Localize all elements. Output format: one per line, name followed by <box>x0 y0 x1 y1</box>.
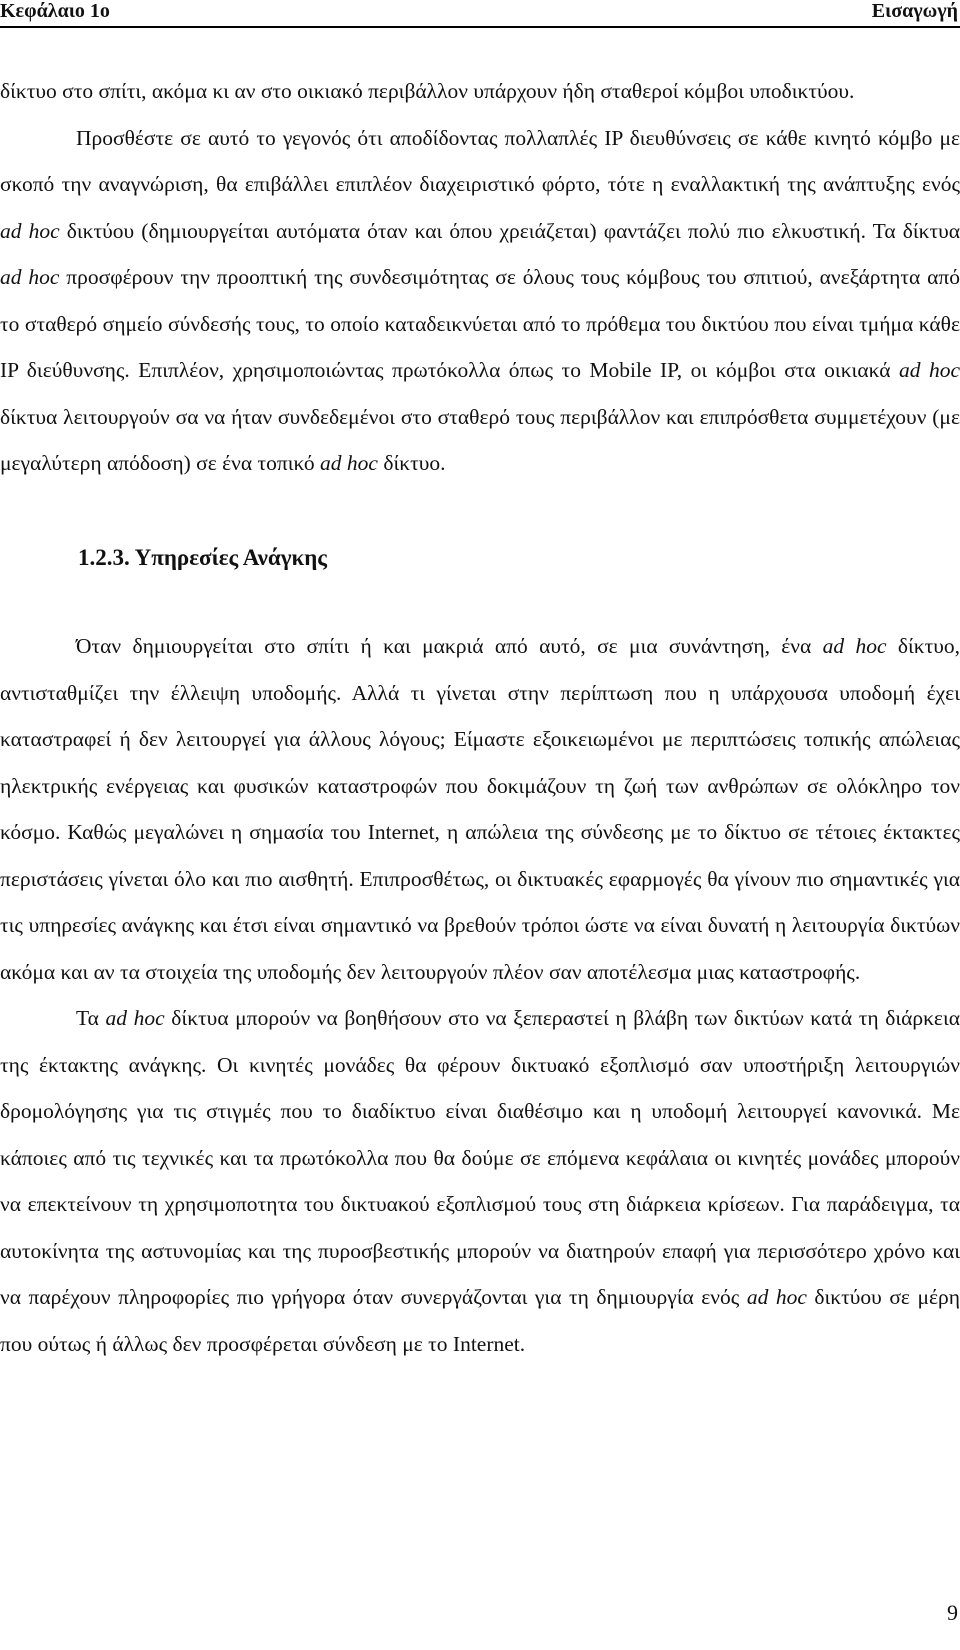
text-run: δίκτυο. <box>377 451 446 475</box>
italic-term: ad hoc <box>898 358 960 382</box>
text-run: δίκτυο, αντισταθμίζει την έλλειψη υποδομής. Αλλά τι γίνεται στην περίπτωση που η υπάρχουσα υποδομή έχει καταστραφεί ή δεν λειτουργεί για άλλους λόγους; Είμαστε εξοικειωμένοι με περιπτώσεις τοπικής απώλειας ηλεκτρικής ενέργειας και φυσικών καταστροφών που δοκιμάζουν τη ζωή των ανθρώπων σε ολόκληρο τον κόσμο. Καθώς μεγαλώνει η σημασία του Internet, η απώλεια της σύνδεσης με το δίκτυο σε τέτοιες έκτακτες περιστάσεις γίνεται όλο και πιο αισθητή. Επιπροσθέτως, οι δικτυακές εφαρμογές θα γίνουν πιο σημαντικές για τις υπηρεσίες ανάγκης και έτσι είναι σημαντικό να βρεθούν τρόποι ώστε να είναι δυνατή η λειτουργία δικτύων ακόμα και αν τα στοιχεία της υποδομής δεν λειτουργούν πλέον σαν αποτέλεσμα μιας καταστροφής. <box>0 634 960 984</box>
paragraph-1: δίκτυο στο σπίτι, ακόμα κι αν στο οικιακό περιβάλλον υπάρχουν ήδη σταθεροί κόμβοι υποδικτύου. <box>0 79 855 103</box>
text-run: Τα <box>76 1006 106 1030</box>
page-body <box>0 68 960 1367</box>
italic-term: ad hoc <box>746 1285 807 1309</box>
chapter-label: Κεφάλαιο 1ο <box>0 0 110 22</box>
chapter-title: Εισαγωγή <box>871 0 958 22</box>
text-run: δίκτυα μπορούν να βοηθήσουν στο να ξεπεραστεί η βλάβη των δικτύων κατά τη διάρκεια της έκτακτης ανάγκης. Οι κινητές μονάδες θα φέρουν δικτυακό εξοπλισμό σαν υποστήριξη λειτουργιών δρομολόγησης για τις στιγμές που το διαδίκτυο είναι διαθέσιμο και η υποδομή λειτουργεί κανονικά. Με κάποιες από τις τεχνικές και τα πρωτόκολλα που θα δούμε σε επόμενα κεφάλαια οι κινητές μονάδες μπορούν να επεκτείνουν τη χρησιμοποτητα του δικτυακού εξοπλισμού τους στη διάρκεια κρίσεων. Για παράδειγμα, τα αυτοκίνητα της αστυνομίας και της πυροσβεστικής μπορούν να διατηρούν επαφή για περισσότερο χρόνο και να παρέχουν πληροφορίες πιο γρήγορα όταν συνεργάζονται για τη δημιουργία ενός <box>0 1006 960 1309</box>
paragraph-3 <box>0 623 960 995</box>
text-run: Όταν δημιουργείται στο σπίτι ή και μακριά από αυτό, σε μια συνάντηση, ένα <box>76 634 823 658</box>
text-run: δίκτυα λειτουργούν σα να ήταν συνδεδεμένοι στο σταθερό τους περιβάλλον και επιπρόσθετα συμμετέχουν (με μεγαλύτερη απόδοση) σε ένα τοπικό <box>0 404 960 475</box>
italic-term: ad hoc <box>105 1006 165 1030</box>
italic-term: ad hoc <box>0 265 60 289</box>
text-run: Προσθέστε σε αυτό το γεγονός ότι αποδίδοντας πολλαπλές IP διευθύνσεις σε κάθε κινητό κόμβο με σκοπό την αναγνώριση, θα επιβάλλει επιπλέον διαχειριστικό φόρτο, τότε η εναλλακτική της ανάπτυξης ενός <box>0 125 960 196</box>
text-run: δικτύου σε μέρη που ούτως ή άλλως δεν προσφέρεται σύνδεση με το Internet. <box>0 1285 960 1356</box>
italic-term: ad hoc <box>0 218 60 243</box>
paragraph-2 <box>0 115 960 487</box>
italic-term: ad hoc <box>822 634 887 658</box>
running-header <box>0 0 960 28</box>
paragraph-4 <box>0 995 960 1367</box>
page-number: 9 <box>947 1600 958 1625</box>
text-run: δικτύου (δημιουργείται αυτόματα όταν και όπου χρειάζεται) φαντάζει πολύ πιο ελκυστική. Τα δίκτυα <box>59 218 960 243</box>
italic-term: ad hoc <box>320 451 378 475</box>
text-run: προσφέρουν την προοπτική της συνδεσιμότητας σε όλους τους κόμβους του σπιτιού, ανεξάρτητα από το σταθερό σημείο σύνδεσής τους, το οποίο καταδεικνύεται από το πρόθεμα του δικτύου που είναι τμήμα κάθε IP διεύθυνσης. Επιπλέον, χρησιμοποιώντας πρωτόκολλα όπως το Mobile IP, οι κόμβοι στα οικιακά <box>0 265 960 382</box>
section-heading: 1.2.3. Υπηρεσίες Ανάγκης <box>78 544 328 570</box>
